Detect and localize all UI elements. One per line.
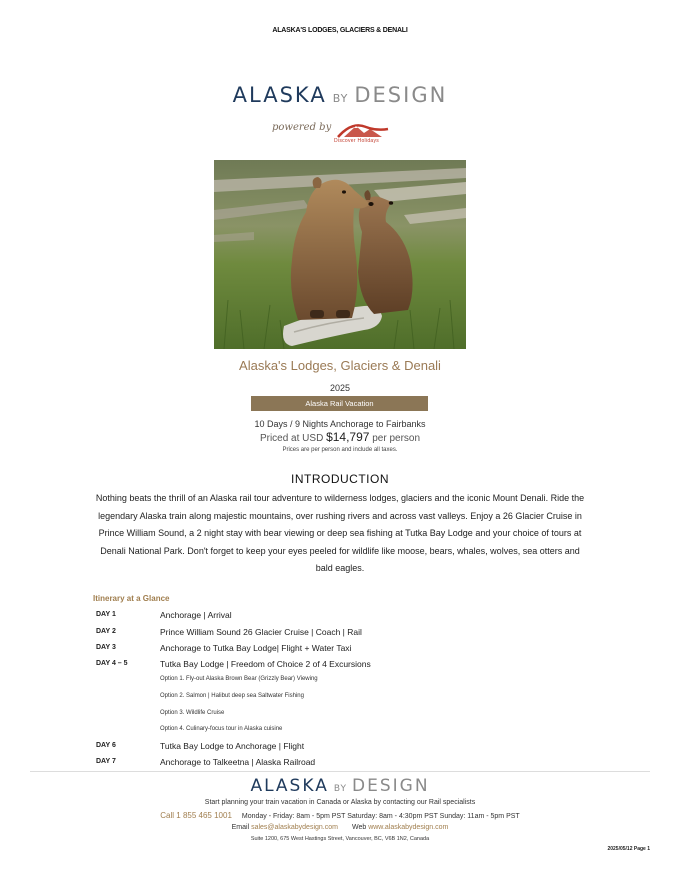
- excursion-option: Option 3. Wildlife Cruise: [160, 710, 225, 716]
- itinerary-day: DAY 6: [96, 742, 116, 749]
- phone-link[interactable]: Call 1 855 465 1001: [160, 811, 232, 820]
- itinerary-desc: Tutka Bay Lodge | Freedom of Choice 2 of 4 Excursions: [160, 659, 371, 669]
- brand-word-by: BY: [332, 92, 349, 105]
- excursion-option: Option 4. Culinary-focus tour in Alaska cuisine: [160, 726, 283, 732]
- partner-logo-label: Discover Holidays: [334, 138, 380, 144]
- itinerary-day: DAY 4 – 5: [96, 660, 128, 667]
- footer-email-web: [0, 824, 680, 831]
- trip-duration: 10 Days / 9 Nights Anchorage to Fairbanks: [254, 419, 426, 429]
- brand-word-alaska: ALASKA: [232, 83, 327, 107]
- document-header-title: ALASKA'S LODGES, GLACIERS & DENALI: [272, 27, 408, 34]
- footer-address: Suite 1200, 675 West Hastings Street, Vancouver, BC, V6B 1N2, Canada: [250, 836, 430, 842]
- trip-price: [0, 430, 680, 444]
- itinerary-row: [96, 757, 596, 769]
- itinerary-desc: Anchorage | Arrival: [160, 610, 232, 620]
- footer-divider: [30, 771, 650, 772]
- page-number: 2025/05/12 Page 1: [607, 846, 650, 852]
- itinerary-day: DAY 2: [96, 628, 116, 635]
- itinerary-desc: Anchorage to Talkeetna | Alaska Railroad: [160, 757, 316, 767]
- trip-year: 2025: [329, 383, 351, 393]
- powered-by-text: powered by: [272, 122, 332, 133]
- excursion-option: Option 2. Salmon | Halibut deep sea Saltwater Fishing: [160, 693, 304, 699]
- vacation-type-banner: Alaska Rail Vacation: [251, 396, 428, 411]
- itinerary-desc: Anchorage to Tutka Bay Lodge| Flight + Water Taxi: [160, 643, 352, 653]
- itinerary-day: DAY 1: [96, 611, 116, 618]
- itinerary-day: DAY 7: [96, 758, 116, 765]
- web-link[interactable]: www.alaskabydesign.com: [368, 824, 449, 831]
- footer-cta: Start planning your train vacation in Canada or Alaska by contacting our Rail specialists: [204, 799, 476, 806]
- brown-bears-photo: [214, 160, 466, 349]
- itinerary-desc: Prince William Sound 26 Glacier Cruise | Coach | Rail: [160, 627, 362, 637]
- brand-word-design: DESIGN: [352, 776, 430, 796]
- web-label: Web: [351, 824, 369, 831]
- bears-image: [214, 160, 466, 349]
- itinerary-row: [96, 610, 596, 622]
- itinerary-row: [96, 627, 596, 639]
- itinerary-heading: Itinerary at a Glance: [93, 594, 170, 603]
- footer-contact-line: [0, 811, 680, 820]
- alaska-by-design-logo: [0, 83, 680, 108]
- trip-title: Alaska's Lodges, Glaciers & Denali: [239, 358, 441, 373]
- powered-by-logo: [272, 117, 402, 147]
- itinerary-row: [96, 643, 596, 655]
- introduction-heading: INTRODUCTION: [291, 472, 389, 486]
- email-label: Email: [231, 824, 252, 831]
- itinerary-day: DAY 3: [96, 644, 116, 651]
- price-amount: $14,797: [326, 430, 370, 444]
- footer-brand-logo: [0, 776, 680, 796]
- excursion-option: Option 1. Fly-out Alaska Brown Bear (Grizzly Bear) Viewing: [160, 676, 318, 682]
- price-suffix: per person: [369, 433, 421, 444]
- email-link[interactable]: sales@alaskabydesign.com: [251, 824, 338, 831]
- brand-word-alaska: ALASKA: [250, 776, 329, 796]
- itinerary-desc: Tutka Bay Lodge to Anchorage | Flight: [160, 741, 305, 751]
- office-hours: Monday - Friday: 8am - 5pm PST Saturday: 8am - 4:30pm PST Sunday: 11am - 5pm PST: [241, 813, 520, 820]
- brand-word-design: DESIGN: [354, 83, 448, 107]
- introduction-text: Nothing beats the thrill of an Alaska rail tour adventure to wilderness lodges, glaciers and the iconic Mount Denali. Ride the legendary Alaska train along majestic mountains, over rushing rivers and across vast valleys. Enjoy a 26 Glacier Cruise in Prince William Sound, a 2 night stay with bear viewing or deep sea fishing at Tutka Bay Lodge and your choice of tours at Denali National Park. Don't forget to keep your eyes peeled for wildlife like moose, bears, whales, wolves, sea otters and bald eagles.: [95, 493, 585, 574]
- itinerary-row: [96, 659, 596, 671]
- itinerary-row: [96, 741, 596, 753]
- price-prefix: Priced at USD: [259, 433, 327, 444]
- brand-word-by: BY: [333, 784, 348, 794]
- price-note: Prices are per person and include all taxes.: [282, 447, 398, 453]
